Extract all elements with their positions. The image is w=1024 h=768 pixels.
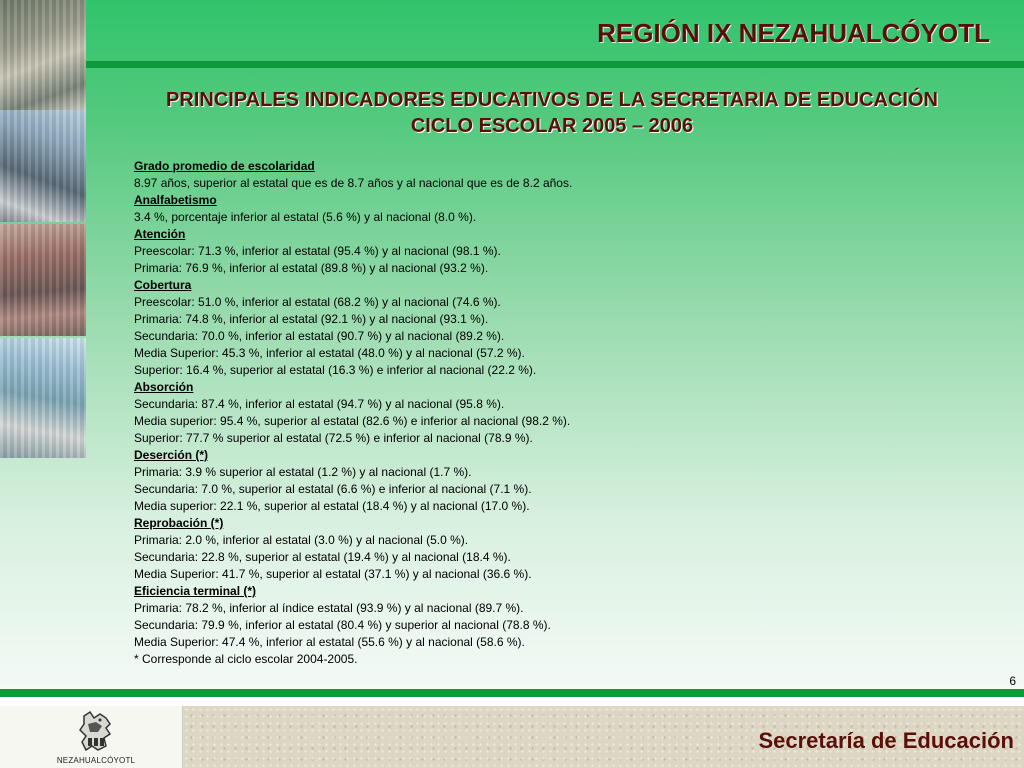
section-heading: Reprobación (*) (134, 516, 224, 530)
main-title-line-1: PRINCIPALES INDICADORES EDUCATIVOS DE LA SECRETARIA DE EDUCACIÓN (166, 89, 938, 111)
indicator-line: 3.4 %, porcentaje inferior al estatal (5.6 %) y al nacional (8.0 %). (134, 210, 477, 224)
indicator-line: Media Superior: 41.7 %, superior al estatal (37.1 %) y al nacional (36.6 %). (134, 567, 532, 581)
indicator-line: Media Superior: 47.4 %, inferior al estatal (55.6 %) y al nacional (58.6 %). (134, 635, 525, 649)
footer-organization: Secretaría de Educación (758, 728, 1014, 753)
indicator-line: Primaria: 76.9 %, inferior al estatal (89.8 %) y al nacional (93.2 %). (134, 261, 489, 275)
building-photo (0, 110, 86, 222)
indicator-line: Primaria: 74.8 %, inferior al estatal (92.1 %) y al nacional (93.1 %). (134, 312, 489, 326)
city-aerial-photo (0, 0, 86, 112)
footer-divider (0, 689, 1024, 697)
indicator-line: Primaria: 2.0 %, inferior al estatal (3.0 %) y al nacional (5.0 %). (134, 533, 469, 547)
section-heading: Analfabetismo (134, 193, 217, 207)
indicator-line: Secundaria: 70.0 %, inferior al estatal (90.7 %) y al nacional (89.2 %). (134, 329, 505, 343)
indicator-line: Media superior: 22.1 %, superior al estatal (18.4 %) y al nacional (17.0 %). (134, 499, 530, 513)
indicator-line: Secundaria: 7.0 %, superior al estatal (6.6 %) e inferior al nacional (7.1 %). (134, 482, 532, 496)
section-heading: Cobertura (134, 278, 192, 292)
indicator-line: 8.97 años, superior al estatal que es de 8.7 años y al nacional que es de 8.2 años. (134, 176, 573, 190)
section-heading: Atención (134, 227, 186, 241)
indicator-line: Media superior: 95.4 %, superior al estatal (82.6 %) e inferior al nacional (98.2 %). (134, 414, 571, 428)
main-title-line-2: CICLO ESCOLAR 2005 – 2006 (410, 115, 694, 137)
indicator-line: Media Superior: 45.3 %, inferior al estatal (48.0 %) y al nacional (57.2 %). (134, 346, 525, 360)
plaza-photo (0, 338, 86, 458)
main-title (100, 87, 1004, 139)
indicator-line: Primaria: 78.2 %, inferior al índice estatal (93.9 %) y al nacional (89.7 %). (134, 601, 524, 615)
indicator-line: Secundaria: 87.4 %, inferior al estatal (94.7 %) y al nacional (95.8 %). (134, 397, 505, 411)
footer-logo (0, 706, 183, 768)
footer-gap (0, 697, 1024, 706)
indicators-content (134, 158, 834, 668)
section-heading: Grado promedio de escolaridad (134, 159, 315, 173)
page-number: 6 (1009, 674, 1016, 688)
indicator-line: Superior: 16.4 %, superior al estatal (16.3 %) e inferior al nacional (22.2 %). (134, 363, 537, 377)
coyote-glyph-icon (76, 710, 116, 754)
header-divider (86, 61, 1024, 68)
indicator-line: * Corresponde al ciclo escolar 2004-2005. (134, 652, 358, 666)
section-heading: Deserción (*) (134, 448, 209, 462)
photo-strip (0, 0, 86, 458)
indicator-line: Preescolar: 51.0 %, inferior al estatal (68.2 %) y al nacional (74.6 %). (134, 295, 501, 309)
section-heading: Eficiencia terminal (*) (134, 584, 257, 598)
indicator-line: Superior: 77.7 % superior al estatal (72.5 %) e inferior al nacional (78.9 %). (134, 431, 533, 445)
footer (0, 706, 1024, 768)
city-street-photo (0, 224, 86, 336)
indicator-line: Primaria: 3.9 % superior al estatal (1.2 %) y al nacional (1.7 %). (134, 465, 472, 479)
region-title: REGIÓN IX NEZAHUALCÓYOTL (597, 18, 990, 48)
section-heading: Absorción (134, 380, 194, 394)
indicator-line: Secundaria: 22.8 %, superior al estatal (19.4 %) y al nacional (18.4 %). (134, 550, 511, 564)
logo-caption: NEZAHUALCÓYOTL (56, 756, 136, 765)
indicator-line: Preescolar: 71.3 %, inferior al estatal (95.4 %) y al nacional (98.1 %). (134, 244, 501, 258)
indicator-line: Secundaria: 79.9 %, inferior al estatal (80.4 %) y superior al nacional (78.8 %). (134, 618, 551, 632)
